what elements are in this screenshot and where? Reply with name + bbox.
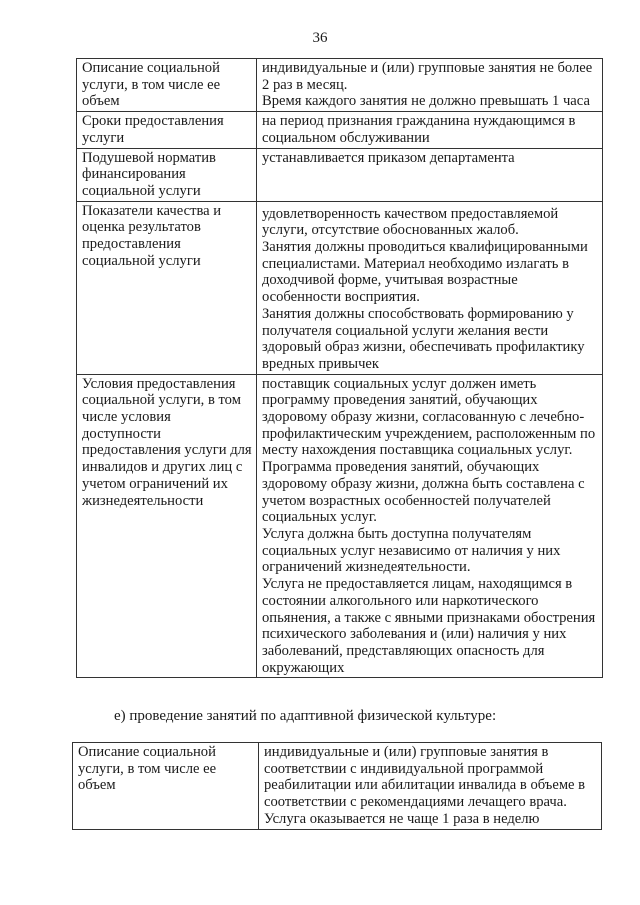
value-paragraph: удовлетворенность качеством предоставляемой услуги, отсутствие обоснованных жалоб.	[262, 205, 559, 239]
value-paragraph: на период признания гражданина нуждающимся в социальном обслуживании	[262, 113, 576, 146]
row-value-terms	[257, 112, 603, 148]
row-value-description	[257, 59, 603, 112]
value-paragraph: Занятия должны способствовать формированию у получателя социальной услуги желания вести здоровый образ жизни, обеспечивать профилактику вредных привычек	[262, 305, 585, 372]
value-paragraph: Услуга должна быть доступна получателям социальных услуг независимо от наличия у них ограничений жизнедеятельности.	[262, 525, 561, 576]
table-row	[73, 743, 602, 830]
row-value-funding	[257, 148, 603, 201]
row-value-conditions	[257, 374, 603, 678]
table-row	[77, 201, 603, 374]
value-paragraph: индивидуальные и (или) групповые занятия не более 2 раз в месяц.	[262, 60, 593, 93]
value-paragraph: устанавливается приказом департамента	[262, 149, 515, 166]
row-label-terms: Сроки предоставления услуги	[77, 112, 257, 148]
row-label-funding: Подушевой норматив финансирования социальной услуги	[77, 148, 257, 201]
service-table-healthy-lifestyle	[76, 58, 603, 678]
row-label-description: Описание социальной услуги, в том числе ее объем	[73, 743, 259, 830]
value-paragraph: Услуга не предоставляется лицам, находящимся в состоянии алкогольного или наркотического опьянения, а также с явными признаками обострения психического заболевания и (или) наличия у них заболеваний, представляющих опасность для окружающих	[262, 576, 596, 676]
row-value-quality	[257, 201, 603, 374]
value-paragraph: Программа проведения занятий, обучающих здоровому образу жизни, должна быть составлена с учетом возрастных особенностей получателей социальных услуг.	[262, 459, 585, 526]
table-row	[77, 374, 603, 678]
value-paragraph: поставщик социальных услуг должен иметь программу проведения занятий, обучающих здоровому образу жизни, согласованную с лечебно-профилактическим учреждением, расположенным по месту нахождения поставщика социальных услуг.	[262, 375, 596, 459]
service-table-adaptive-physical-culture	[72, 742, 602, 830]
value-paragraph: Время каждого занятия не должно превышать 1 часа	[262, 93, 590, 110]
value-paragraph: индивидуальные и (или) групповые занятия в соответствии с индивидуальной программой реабилитации или абилитации инвалида в объеме в соответствии с рекомендациями лечащего врача.	[264, 744, 586, 811]
section-heading: е) проведение занятий по адаптивной физической культуре:	[114, 708, 497, 724]
table-row	[77, 59, 603, 112]
page-number: 36	[312, 30, 328, 46]
row-label-description: Описание социальной услуги, в том числе ее объем	[77, 59, 257, 112]
value-paragraph: Занятия должны проводиться квалифицированными специалистами. Материал необходимо излагать в доходчивой форме, учитывая возрастные особенности восприятия.	[262, 239, 588, 306]
row-label-conditions: Условия предоставления социальной услуги, в том числе условия доступности предоставления услуги для инвалидов и других лиц с учетом ограничений их жизнедеятельности	[77, 374, 257, 678]
table-row	[77, 112, 603, 148]
row-value-description	[259, 743, 602, 830]
value-paragraph: Услуга оказывается не чаще 1 раза в неделю	[264, 810, 540, 827]
table-row	[77, 148, 603, 201]
row-label-quality: Показатели качества и оценка результатов предоставления социальной услуги	[77, 201, 257, 374]
